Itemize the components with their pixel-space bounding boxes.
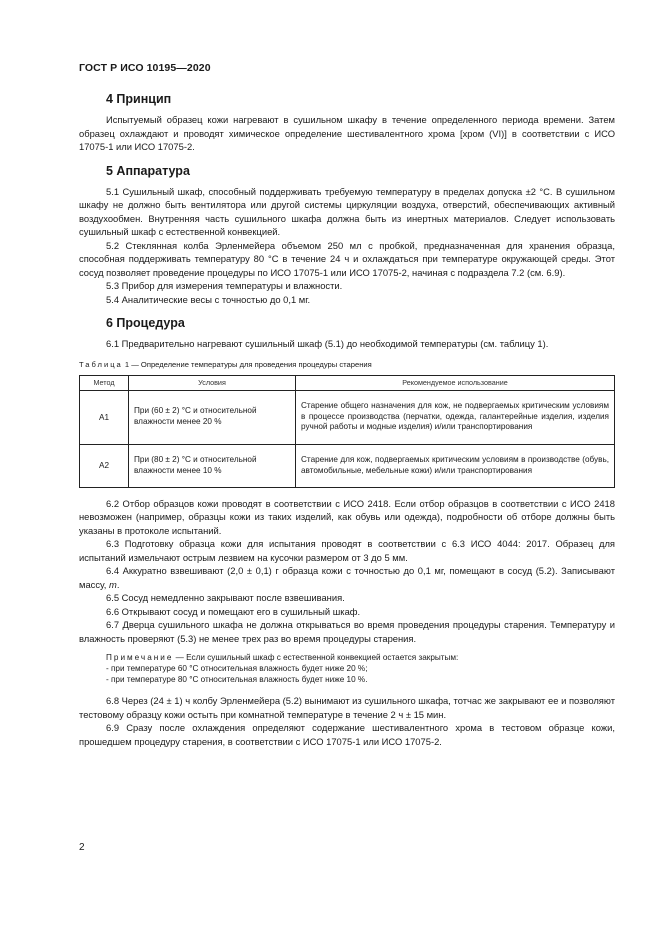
paragraph-6-8: 6.8 Через (24 ± 1) ч колбу Эрленмейера (5.2) вынимают из сушильного шкафа, тотчас же закрывают ее и позволяют тестовому образцу кожи остыть при комнатной температуре в течение 2 ч ± 15 мин. [79, 695, 615, 720]
paragraph-5-2: 5.2 Стеклянная колба Эрленмейера объемом 250 мл с пробкой, предназначенная для хранения образца, способная поддерживать температуру 80 °С в течение 24 ч и охлаждаться при температуре окружающей среды. Этот сосуд позволяет проведение процедуры по ИСО 17075-1 или ИСО 17075-2, начиная с подраздела 7.2 (см. 6.9). [79, 239, 615, 278]
row-usage: Старение общего назначения для кож, не подвергаемых критическим условиям в процессе производства (перчатки, одежда, галантерейные изделия, изделия ручной работы и модные изделия) и/или транспортирования [296, 390, 615, 444]
row-conditions: При (80 ± 2) °С и относительной влажности менее 10 % [129, 444, 296, 487]
aging-table [79, 375, 615, 488]
note-label: Примечание [106, 653, 174, 662]
paragraph-5-4: 5.4 Аналитические весы с точностью до 0,1 мг. [106, 293, 311, 305]
row-usage: Старение для кож, подвергаемых критическим условиям в производстве (обувь, автомобильные, мебельные кожи) и/или транспортирования [296, 444, 615, 487]
paragraph-6-9: 6.9 Сразу после охлаждения определяют содержание шестивалентного хрома в тестовом образце кожи, прошедшем процедуру старения, в соответствии с ИСО 17075-1 или ИСО 17075-2. [79, 722, 615, 747]
note-item: - при температуре 80 °С относительная влажность будет ниже 10 %. [106, 675, 368, 684]
paragraph-6-4-end: . [116, 578, 120, 590]
table-caption-prefix: Таблица [79, 359, 123, 369]
section-4-text: Испытуемый образец кожи нагревают в сушильном шкафу в течение определенного периода времени. Затем образец охлаждают и проводят химическое определение шестивалентного хрома [хром (VI)] в соответствии с ИСО 17075-1 или ИСО 17075-2. [79, 114, 615, 152]
paragraph-6-4-text: 6.4 Аккуратно взвешивают (2,0 ± 0,1) г образца кожи с точностью до 0,1 мг, помещают в сосуд (5.2). Записывают массу, [79, 565, 615, 590]
table-caption-text: 1 — Определение температуры для проведения процедуры старения [122, 359, 372, 369]
section-4-title: 4 Принцип [106, 92, 172, 106]
section-6-title: 6 Процедура [106, 316, 185, 330]
header-usage: Рекомендуемое использование [296, 375, 615, 390]
document-body [79, 88, 615, 748]
document-header: ГОСТ Р ИСО 10195—2020 [79, 62, 211, 74]
paragraph-6-5: 6.5 Сосуд немедленно закрывают после взвешивания. [106, 592, 345, 603]
table-caption [79, 360, 615, 369]
paragraph-5-1: 5.1 Сушильный шкаф, способный поддерживать требуемую температуру в пределах допуска ±2 °С. В сушильном шкафу не должно быть вентилятора или другой системы циркуляции воздуха, отверстий, обеспечивающих активный воздухообмен. Внутренняя часть сушильного шкафа должна быть из инертных материалов. Следует использовать сушильный шкаф с естественной конвекцией. [79, 185, 615, 237]
paragraph-6-7: 6.7 Дверца сушильного шкафа не должна открываться во время проведения процедуры старения. Температуру и влажность проверяют (5.3) не менее трех раз во время процедуры старения. [79, 619, 615, 644]
table-row [80, 444, 615, 487]
note-text: — Если сушильный шкаф с естественной конвекцией остается закрытым: [173, 653, 459, 662]
row-method: A1 [80, 390, 129, 444]
paragraph-5-3: 5.3 Прибор для измерения температуры и влажности. [106, 280, 343, 291]
paragraph-6-6: 6.6 Открывают сосуд и помещают его в сушильный шкаф. [106, 605, 361, 617]
page-number: 2 [79, 842, 85, 853]
row-method: A2 [80, 444, 129, 487]
section-5-title: 5 Аппаратура [106, 163, 190, 178]
paragraph-6-2: 6.2 Отбор образцов кожи проводят в соответствии с ИСО 2418. Если отбор образцов в соответствии с ИСО 2418 невозможен (например, образцы кожи из таких изделий, как обувь или одежда), подробности об отборе должны быть указаны в протоколе испытаний. [79, 497, 615, 536]
header-method: Метод [80, 375, 129, 390]
header-conditions: Условия [129, 375, 296, 390]
table-row [80, 390, 615, 444]
table-header-row [80, 375, 615, 390]
paragraph-6-3: 6.3 Подготовку образца кожи для испытания проводят в соответствии с 6.3 ИСО 4044: 2017. Образец для испытаний измельчают острым лезвием на кусочки размером от 3 до 5 мм. [79, 538, 615, 563]
paragraph-6-1: 6.1 Предварительно нагревают сушильный шкаф (5.1) до необходимой температуры (см. таблицу 1). [106, 338, 549, 349]
row-conditions: При (60 ± 2) °С и относительной влажности менее 20 % [129, 390, 296, 444]
mass-variable: m [109, 578, 117, 590]
note [79, 652, 615, 663]
note-item: - при температуре 60 °С относительная влажность будет ниже 20 %; [106, 664, 368, 673]
paragraph-6-4 [79, 564, 615, 591]
